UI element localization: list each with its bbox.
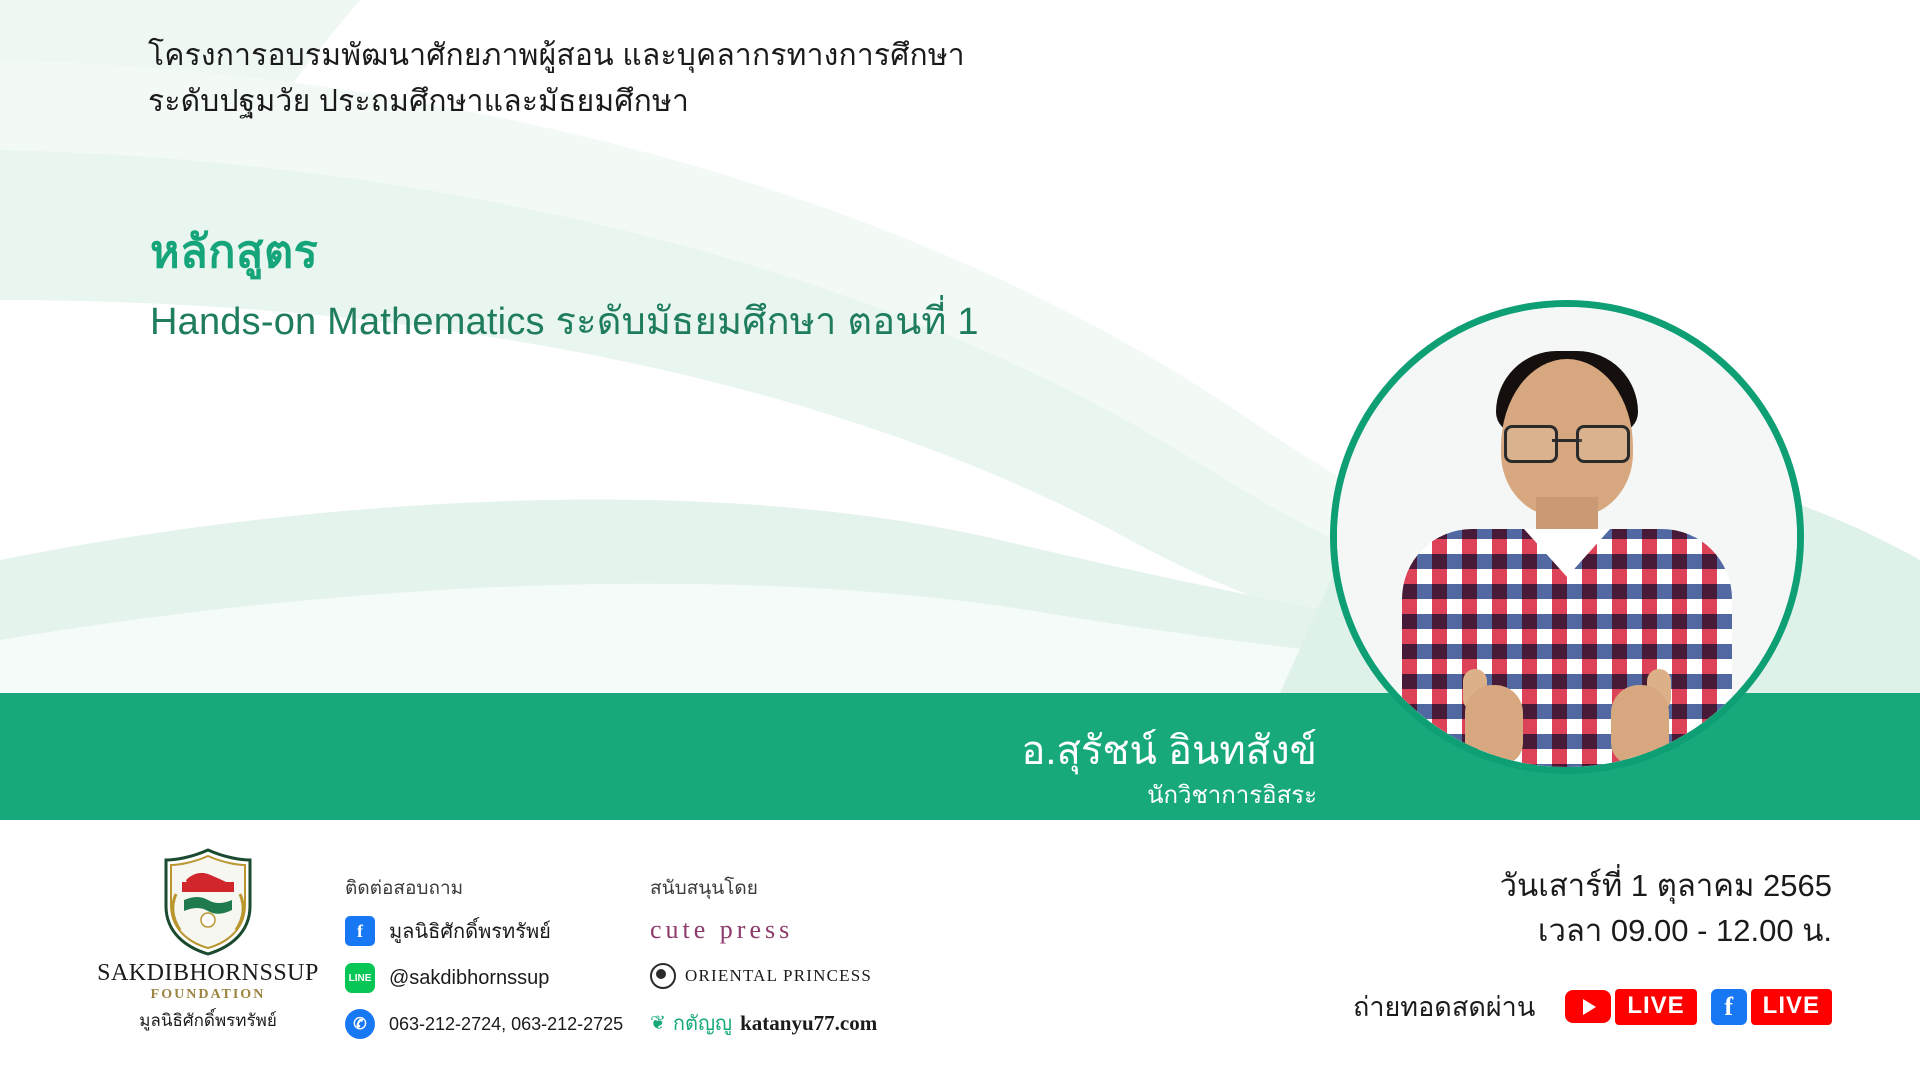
sponsor-column [650,873,980,1057]
course-label: หลักสูตร [150,226,319,277]
contact-line[interactable] [345,963,645,993]
glasses-icon [1504,425,1630,457]
schedule-block [1500,864,1832,954]
line-id: @sakdibhornssup [389,966,550,989]
youtube-live-chip[interactable] [1565,989,1696,1025]
header-line-2: ระดับปฐมวัย ประถมศึกษาและมัธยมศึกษา [148,84,690,118]
sponsor-cutepress [650,915,980,945]
katanyu-thai-text: กตัญญู [672,1013,733,1035]
contact-heading: ติดต่อสอบถาม [345,878,464,899]
facebook-icon: f [345,916,375,946]
event-time: เวลา 09.00 - 12.00 น. [1537,912,1832,948]
contact-phone[interactable] [345,1009,645,1039]
foundation-logo [88,848,328,1034]
presenter-hand-left [1465,685,1523,765]
sponsor-oriental-princess [650,963,980,989]
katanyu-url: katanyu77.com [740,1010,878,1035]
broadcast-label: ถ่ายทอดสดผ่าน [1352,992,1536,1022]
logo-thai-name: มูลนิธิศักดิ์พรทรัพย์ [139,1011,277,1030]
facebook-name: มูลนิธิศักดิ์พรทรัพย์ [389,921,551,943]
event-date: วันเสาร์ที่ 1 ตุลาคม 2565 [1499,868,1832,903]
speaker-name: อ.สุรัชน์ อินทสังข์ [1021,729,1317,773]
course-name: Hands-on Mathematics ระดับมัธยมศึกษา ตอนที่ 1 [150,301,979,343]
header-line-1: โครงการอบรมพัฒนาศักยภาพผู้สอน และบุคลากรทางการศึกษา [148,39,965,72]
oriental-princess-text: ORIENTAL PRINCESS [685,966,873,985]
speaker-role: นักวิชาการอิสระ [1147,782,1317,809]
facebook-icon-footer: f [1711,989,1747,1025]
phone-icon: ✆ [345,1009,375,1039]
sponsor-katanyu[interactable] [650,1007,980,1039]
heart-icon: ❦ [650,1012,666,1034]
broadcast-row [1353,985,1832,1028]
cutepress-logo-text: cute press [650,915,794,944]
presenter-hand-right [1611,685,1669,765]
line-icon: LINE [345,963,375,993]
youtube-live-tag: LIVE [1615,989,1696,1025]
shield-icon [162,848,254,956]
logo-title: SAKDIBHORNSSUP [97,960,319,986]
oriental-princess-icon [650,963,676,989]
phone-numbers: 063-212-2724, 063-212-2725 [389,1013,624,1034]
facebook-live-tag: LIVE [1751,989,1832,1025]
sponsor-heading: สนับสนุนโดย [650,878,758,899]
facebook-live-chip[interactable] [1711,989,1832,1025]
logo-subtitle: FOUNDATION [150,987,266,1002]
footer [0,820,1920,1080]
contact-column [345,873,645,1055]
presenter-photo [1330,300,1804,774]
header-block [148,33,1298,124]
youtube-icon [1565,990,1611,1023]
contact-facebook[interactable] [345,915,645,947]
